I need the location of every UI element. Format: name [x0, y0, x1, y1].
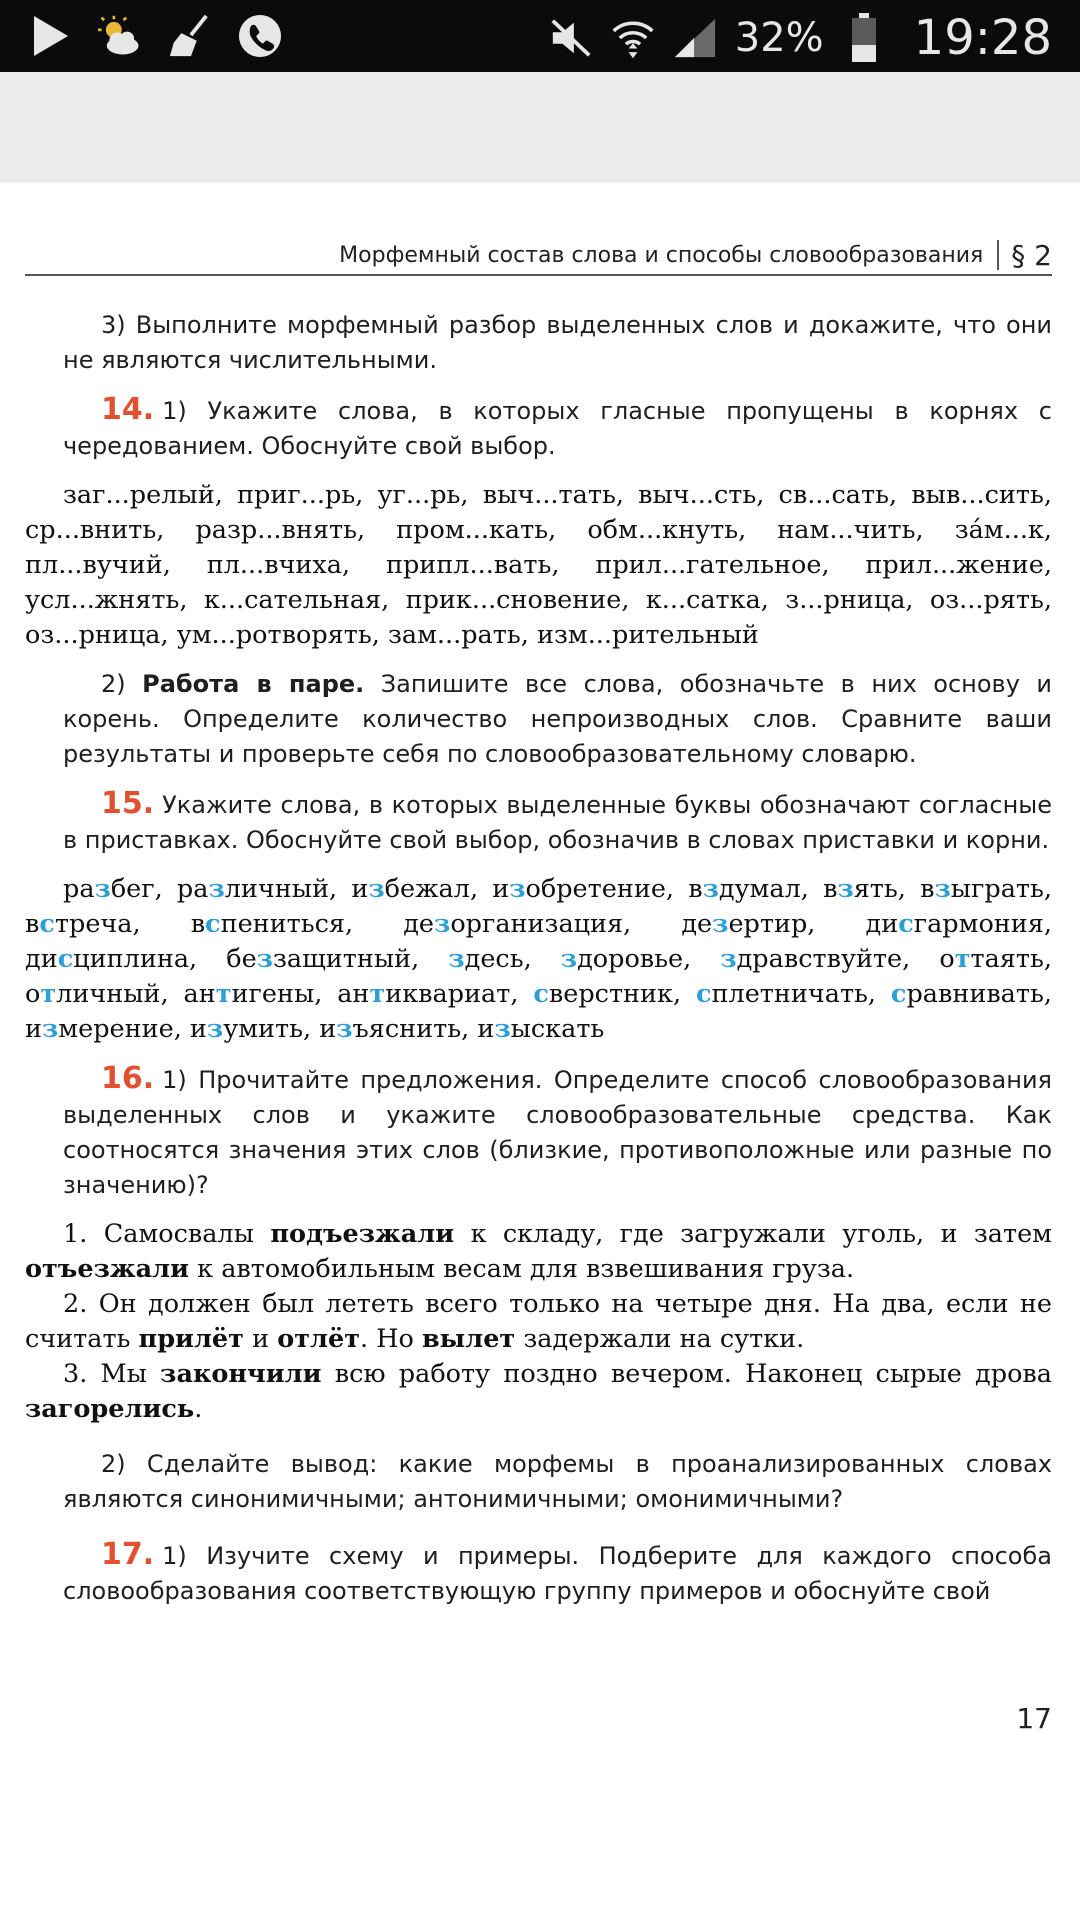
word-part: равнивать, — [906, 979, 1052, 1009]
word-part: треча, — [54, 909, 191, 939]
exercise-17-part-1 — [25, 1537, 1052, 1609]
s3-text: . — [194, 1394, 203, 1424]
highlighted-letter: з — [448, 944, 465, 974]
word-part: и — [477, 1014, 495, 1044]
highlighted-letter: с — [205, 909, 221, 939]
word-part: пениться, — [220, 909, 404, 939]
s2-text: задержали на сутки. — [515, 1324, 805, 1354]
highlighted-letter: з — [206, 1014, 224, 1044]
page-shadow — [0, 180, 1080, 184]
word-part: и — [319, 1014, 337, 1044]
ex15-word — [403, 909, 681, 939]
word-part: о — [25, 979, 41, 1009]
status-right — [549, 10, 1052, 66]
battery-icon — [842, 12, 886, 64]
s2-bold: прилёт — [138, 1324, 244, 1354]
word-part: ертир, — [728, 909, 866, 939]
ex15-word — [25, 944, 226, 974]
ex15-word — [720, 944, 939, 974]
highlighted-letter: з — [837, 874, 854, 904]
highlighted-letter: з — [934, 874, 951, 904]
exercise-15-instructions: Укажите слова, в которых выделенные буквы обозначают согласные в приставках. Обоснуйте свой выбор, обозначив в словах приставки и корни. — [63, 791, 1052, 854]
highlighted-letter: с — [898, 909, 914, 939]
sentence-3 — [25, 1357, 1052, 1427]
highlighted-letter: с — [695, 979, 712, 1009]
word-part: бежал, — [384, 874, 493, 904]
highlighted-letter: з — [368, 874, 385, 904]
word-part: верстник, — [548, 979, 696, 1009]
word-part: в — [25, 909, 40, 939]
battery-percent: 32% — [734, 15, 824, 61]
exercise-17-number: 17. — [101, 1537, 155, 1572]
ex15-word — [920, 874, 1052, 904]
ex15-word — [63, 874, 177, 904]
exercise-14-number: 14. — [101, 392, 155, 427]
word-part: таять, — [970, 944, 1052, 974]
highlighted-letter: т — [40, 979, 57, 1009]
word-part: личный, — [56, 979, 184, 1009]
ex15-word — [226, 944, 448, 974]
exercise-16-number: 16. — [101, 1061, 155, 1096]
ex15-word — [25, 1014, 190, 1044]
exercise-14-text: 1) Укажите слова, в которых гласные пропущены в корнях с чередованием. Обоснуйте свой выбор. — [63, 397, 1052, 460]
highlighted-letter: т — [369, 979, 386, 1009]
s1-text: 1. Самосвалы — [63, 1219, 271, 1249]
word-part: защитный, — [272, 944, 449, 974]
highlighted-letter: з — [42, 1014, 59, 1044]
exercise-14-part-1 — [25, 392, 1052, 464]
ex15-word — [319, 1014, 477, 1044]
word-part: плетничать, — [711, 979, 891, 1009]
word-part: ан — [337, 979, 370, 1009]
highlighted-letter: т — [215, 979, 232, 1009]
s1-bold: подъезжали — [270, 1219, 455, 1249]
ex15-word — [696, 979, 891, 1009]
word-part: ра — [176, 874, 209, 904]
clock-time: 19:28 — [913, 10, 1052, 66]
word-part: де — [681, 909, 713, 939]
phone-icon — [238, 10, 282, 62]
word-part: де — [403, 909, 435, 939]
status-bar — [0, 0, 1080, 72]
s3-bold: загорелись — [25, 1394, 195, 1424]
highlighted-letter: з — [712, 909, 729, 939]
s2-text: 2. Он должен был лететь всего только на четыре дня. На два, если не считать — [25, 1289, 1052, 1354]
ex15-word — [688, 874, 823, 904]
s2-bold: вылет — [421, 1324, 516, 1354]
s1-bold: отъезжали — [25, 1254, 190, 1284]
word-part: и — [189, 1014, 207, 1044]
play-icon — [28, 10, 72, 62]
ex15-word — [681, 909, 865, 939]
ex15-word — [184, 979, 338, 1009]
page-content — [25, 308, 1052, 1609]
highlighted-letter: с — [890, 979, 907, 1009]
wifi-icon — [611, 12, 655, 64]
word-part: и — [25, 1014, 42, 1044]
status-left — [28, 10, 282, 62]
weather-icon — [98, 10, 142, 62]
highlighted-letter: т — [954, 944, 971, 974]
word-part: в — [920, 874, 935, 904]
task-13-part-3: 3) Выполните морфемный разбор выделенных слов и докажите, что они не являются числительными. — [63, 311, 1052, 374]
exercise-15-number: 15. — [101, 786, 155, 821]
app-toolbar-area — [0, 72, 1080, 180]
word-part: ять, — [853, 874, 921, 904]
word-part: циплина, — [73, 944, 227, 974]
word-part: бег, — [110, 874, 177, 904]
ex15-word — [25, 909, 191, 939]
ex15-word — [448, 944, 560, 974]
header-section: § 2 — [1011, 238, 1052, 272]
exercise-17-text: 1) Изучите схему и примеры. Подберите для каждого способа словообразования соответствующую группу примеров и обоснуйте свой — [63, 1542, 1052, 1605]
s2-text: и — [243, 1324, 278, 1354]
ex15-word — [533, 979, 696, 1009]
highlighted-letter: з — [208, 874, 225, 904]
word-part: игены, — [231, 979, 338, 1009]
sentence-1 — [25, 1217, 1052, 1287]
sentence-2 — [25, 1287, 1052, 1357]
ex15-word — [351, 874, 492, 904]
s3-text: 3. Мы — [63, 1359, 161, 1389]
word-part: бе — [226, 944, 257, 974]
ex15-word — [191, 909, 404, 939]
word-part: личный, — [224, 874, 352, 904]
word-part: ъяснить, — [352, 1014, 478, 1044]
s2-text: . Но — [360, 1324, 422, 1354]
word-part: и — [492, 874, 510, 904]
broom-icon — [168, 10, 212, 62]
word-part: мерение, — [58, 1014, 190, 1044]
running-header — [25, 236, 1052, 276]
exercise-15-words — [25, 872, 1052, 1047]
word-part: и — [351, 874, 369, 904]
highlighted-letter: з — [509, 874, 526, 904]
mute-icon — [549, 12, 593, 64]
ex15-word — [866, 909, 1053, 939]
word-part: ыграть, — [950, 874, 1053, 904]
exercise-16-part-1 — [25, 1061, 1052, 1203]
ex15-word — [177, 874, 351, 904]
header-title: Морфемный состав слова и способы словообразования — [339, 242, 984, 268]
part2-prefix: 2) — [101, 670, 143, 698]
word-part: в — [823, 874, 838, 904]
ex15-word — [939, 944, 1052, 974]
ex15-word — [190, 1014, 319, 1044]
highlighted-letter: с — [39, 909, 55, 939]
s3-bold: закончили — [160, 1359, 322, 1389]
exercise-15-text — [25, 786, 1052, 858]
word-part: организация, — [450, 909, 682, 939]
page-number: 17 — [1016, 1702, 1052, 1735]
highlighted-letter: з — [434, 909, 451, 939]
ex15-word — [891, 979, 1052, 1009]
word-part: доровье, — [577, 944, 721, 974]
ex15-word — [477, 1014, 604, 1044]
exercise-14-words: заг...релый, приг...рь, уг...рь, выч...тать, выч...сть, св...сать, выв...сить, ср...внить, разр...внять, пром...кать, обм...кнуть, нам...чить, за́м...к, пл...вучий, пл...вчиха, припл...вать, прил...гательное, прил...жение, усл...жнять, к...сательная, прик...сновение, к...сатка, з...рница, оз...рять, оз...рница, ум...ротворять, зам...рать, изм...рительный — [25, 480, 1052, 650]
word-part: умить, — [223, 1014, 320, 1044]
s1-text: к автомобильным весам для взвешивания груза. — [189, 1254, 855, 1284]
word-part: в — [688, 874, 703, 904]
word-part: дравствуйте, — [736, 944, 940, 974]
ex15-word — [823, 874, 920, 904]
exercise-14-part-2 — [25, 667, 1052, 772]
s2-bold: отлёт — [277, 1324, 361, 1354]
word-part: думал, — [718, 874, 824, 904]
word-part: ра — [63, 874, 95, 904]
word-part: о — [939, 944, 955, 974]
highlighted-letter: з — [256, 944, 273, 974]
exercise-16-part-2: 2) Сделайте вывод: какие морфемы в проанализированных словах являются синонимичными; антонимичными; омонимичными? — [63, 1450, 1052, 1513]
s1-text: к складу, где загружали уголь, и затем — [454, 1219, 1052, 1249]
word-part: ди — [865, 909, 899, 939]
highlighted-letter: с — [57, 944, 74, 974]
word-part: ан — [183, 979, 216, 1009]
word-part: иквариат, — [385, 979, 534, 1009]
highlighted-letter: з — [494, 1014, 511, 1044]
ex15-word — [561, 944, 721, 974]
s3-text: всю работу поздно вечером. Наконец сырые дрова — [321, 1359, 1052, 1389]
word-part: обретение, — [525, 874, 689, 904]
highlighted-letter: з — [720, 944, 737, 974]
highlighted-letter: з — [702, 874, 719, 904]
signal-icon — [673, 12, 717, 64]
ex15-word — [25, 979, 184, 1009]
highlighted-letter: з — [94, 874, 111, 904]
word-part: ди — [25, 944, 58, 974]
pair-work-label: Работа в паре. — [142, 670, 365, 698]
word-part: ыскать — [510, 1014, 605, 1044]
word-part: гармония, — [913, 909, 1052, 939]
ex15-word — [337, 979, 533, 1009]
word-part: в — [190, 909, 206, 939]
exercise-16-text: 1) Прочитайте предложения. Определите способ словообразования выделенных слов и укажите словообразовательные средства. Как соотносятся значения этих слов (близкие, противоположные или разные по значению)? — [63, 1066, 1052, 1199]
highlighted-letter: з — [336, 1014, 353, 1044]
highlighted-letter: с — [533, 979, 549, 1009]
highlighted-letter: з — [560, 944, 578, 974]
part2-text: Запишите все слова, обозначьте в них основу и корень. Определите количество непроизводных слов. Сравните ваши результаты и проверьте себя по словообразовательному словарю. — [63, 670, 1053, 768]
ex15-word — [492, 874, 688, 904]
word-part: десь, — [464, 944, 561, 974]
